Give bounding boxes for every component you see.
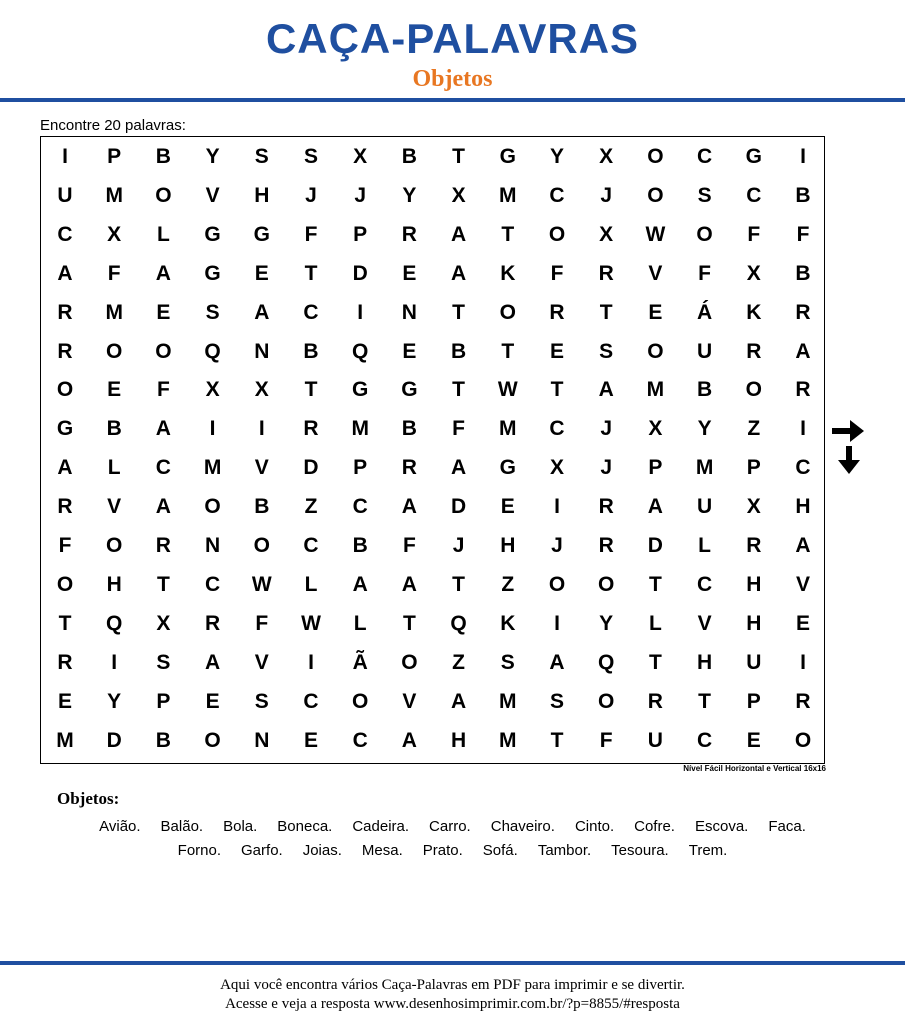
grid-letter: R	[746, 534, 762, 557]
grid-letter: Y	[205, 145, 220, 168]
grid-letter: Ã	[352, 650, 368, 674]
grid-letter: C	[303, 534, 319, 557]
grid-letter: U	[697, 339, 713, 363]
grid-letter: L	[648, 611, 662, 635]
grid-letter: T	[402, 611, 416, 635]
grid-letter: Z	[747, 417, 761, 441]
grid-letter: O	[155, 339, 172, 363]
grid-letter: X	[451, 183, 466, 207]
grid-letter: E	[57, 689, 72, 713]
grid-letter: D	[647, 534, 663, 557]
grid-letter: X	[549, 456, 564, 480]
word-list-title: Objetos:	[57, 789, 120, 808]
grid-letter: J	[600, 417, 613, 441]
grid-letter: A	[401, 495, 417, 519]
grid-letter: R	[795, 689, 811, 713]
grid-letter: I	[554, 495, 560, 519]
grid-letter: F	[304, 222, 318, 246]
grid-letter: S	[205, 300, 220, 324]
grid-letter: M	[499, 417, 517, 441]
grid-letter: A	[451, 689, 467, 713]
word-item: Faca.	[768, 818, 806, 835]
word-item: Trem.	[688, 842, 728, 859]
grid-letter: E	[402, 261, 417, 285]
grid-letter: C	[746, 183, 762, 207]
grid-letter: R	[57, 300, 73, 324]
grid-letter: R	[57, 339, 73, 363]
grid-letter: Q	[598, 650, 615, 674]
grid-letter: A	[155, 495, 171, 519]
grid-letter: A	[352, 572, 368, 596]
grid-letter: S	[254, 689, 269, 713]
grid-letter: R	[205, 611, 221, 635]
grid-letter: R	[549, 300, 565, 324]
grid-letter: V	[205, 183, 220, 207]
grid-letter: D	[352, 261, 368, 285]
grid-letter: T	[304, 378, 318, 402]
grid-letter: V	[648, 261, 663, 285]
grid-letter: S	[254, 145, 269, 168]
grid-letter: T	[156, 572, 170, 596]
grid-letter: P	[107, 145, 122, 168]
grid-letter: B	[401, 145, 417, 168]
grid-letter: O	[598, 689, 615, 713]
grid-letter: P	[353, 456, 368, 480]
grid-letter: T	[304, 261, 318, 285]
grid-letter: Q	[106, 611, 123, 635]
grid-letter: F	[402, 534, 416, 557]
grid-letter: E	[107, 378, 122, 402]
grid-letter: O	[204, 495, 221, 519]
word-list-line-1	[0, 817, 905, 837]
word-list-line-2	[0, 841, 905, 861]
grid-letter: D	[451, 495, 467, 519]
grid-letter: C	[57, 222, 73, 246]
grid-letter: J	[600, 183, 613, 207]
grid-letter: B	[451, 339, 467, 363]
grid-letter: B	[697, 378, 713, 402]
grid-letter: U	[697, 495, 713, 519]
grid-letter: K	[500, 261, 516, 285]
grid-letter: I	[554, 611, 560, 635]
grid-letter: R	[647, 689, 663, 713]
grid-letter: X	[746, 495, 761, 519]
word-item: Boneca.	[277, 818, 333, 835]
grid-letter: L	[698, 534, 711, 557]
grid-letter: F	[107, 261, 121, 285]
grid-letter: R	[401, 456, 417, 480]
grid-letter: H	[106, 572, 122, 596]
grid-letter: P	[746, 456, 761, 480]
grid-letter: F	[156, 378, 170, 402]
grid-letter: K	[500, 611, 516, 635]
grid-letter: C	[303, 689, 319, 713]
grid-letter: A	[57, 456, 73, 480]
grid-letter: L	[304, 572, 318, 596]
grid-letter: L	[353, 611, 367, 635]
grid-letter: R	[746, 339, 762, 363]
grid-letter: H	[746, 572, 762, 596]
bottom-divider	[0, 961, 905, 965]
grid-letter: Y	[549, 145, 564, 168]
grid-letter: O	[598, 572, 615, 596]
grid-letter: M	[105, 300, 123, 324]
grid-letter: Z	[452, 650, 465, 674]
grid-letter: B	[303, 339, 319, 363]
grid-letter: D	[106, 728, 122, 752]
grid-letter: B	[155, 145, 171, 168]
grid-letter: A	[155, 261, 171, 285]
grid-letter: O	[401, 650, 418, 674]
word-item: Cofre.	[634, 818, 675, 835]
grid-letter: N	[401, 300, 417, 324]
grid-letter: P	[353, 222, 368, 246]
grid-letter: H	[451, 728, 467, 752]
grid-letter: N	[254, 728, 270, 752]
grid-letter: I	[209, 417, 216, 441]
grid-letter: A	[549, 650, 565, 674]
grid-letter: V	[107, 495, 122, 519]
grid-letter: E	[254, 261, 269, 285]
grid-letter: E	[549, 339, 564, 363]
grid-letter: T	[648, 650, 662, 674]
word-item: Chaveiro.	[490, 818, 555, 835]
grid-letter: A	[451, 456, 467, 480]
grid-letter: A	[205, 650, 221, 674]
grid-letter: M	[499, 728, 517, 752]
grid-letter: I	[308, 650, 314, 674]
grid-letter: O	[155, 183, 172, 207]
grid-letter: S	[156, 650, 171, 674]
grid-letter: F	[550, 261, 564, 285]
grid-letter: P	[156, 689, 171, 713]
grid-letter: V	[795, 572, 810, 596]
grid-letter: F	[58, 534, 72, 557]
grid-letter: M	[105, 183, 123, 207]
grid-letter: Q	[450, 611, 467, 635]
grid-letter: X	[205, 378, 220, 402]
grid-letter: O	[56, 378, 74, 402]
grid-letter: T	[501, 339, 515, 363]
grid-letter: Y	[402, 183, 417, 207]
grid-letter: H	[254, 183, 270, 207]
grid-letter: Á	[697, 300, 713, 324]
arrow-right-icon	[832, 418, 864, 444]
grid-letter: O	[548, 572, 566, 596]
grid-letter: B	[795, 261, 811, 285]
grid-letter: S	[549, 689, 564, 713]
grid-letter: T	[452, 378, 465, 402]
grid-letter: O	[647, 145, 664, 168]
grid-letter: B	[155, 728, 171, 752]
grid-letter: R	[57, 495, 73, 519]
grid-letter: S	[303, 145, 318, 168]
grid-letter: T	[452, 145, 465, 168]
word-item: Mesa.	[361, 842, 403, 859]
grid-letter: C	[697, 572, 713, 596]
grid-letter: J	[354, 183, 367, 207]
grid-letter: F	[255, 611, 269, 635]
grid-letter: A	[57, 261, 73, 285]
grid-letter: O	[352, 689, 369, 713]
grid-letter: X	[254, 378, 269, 402]
grid-letter: I	[800, 650, 806, 674]
grid-letter: Q	[204, 339, 221, 363]
grid-letter: X	[648, 417, 663, 441]
grid-letter: X	[599, 145, 614, 168]
grid-letter: G	[499, 456, 516, 480]
word-item: Escova.	[694, 818, 749, 835]
grid-letter: G	[745, 145, 762, 168]
grid-letter: R	[598, 495, 614, 519]
grid-letter: G	[204, 261, 221, 285]
grid-letter: R	[57, 650, 73, 674]
grid-letter: N	[254, 339, 270, 363]
grid-letter: E	[205, 689, 220, 713]
grid-letter: C	[352, 495, 368, 519]
grid-letter: O	[647, 183, 664, 207]
grid-letter: I	[800, 417, 806, 441]
footer-text: Aqui você encontra vários Caça-Palavras em PDF para imprimir e se divertir.	[220, 977, 685, 993]
grid-letter: B	[254, 495, 270, 519]
grid-letter: G	[401, 378, 418, 402]
grid-letter: J	[551, 534, 563, 557]
grid-letter: X	[107, 222, 122, 246]
instruction-text: Encontre 20 palavras:	[40, 117, 186, 134]
grid-letter: J	[600, 456, 613, 480]
grid-letter: A	[401, 572, 417, 596]
grid-letter: O	[745, 378, 762, 402]
grid-letter: A	[795, 339, 811, 363]
grid-letter: Z	[304, 495, 318, 519]
grid-letter: N	[205, 534, 221, 557]
grid-letter: F	[747, 222, 761, 246]
grid-letter: H	[697, 650, 713, 674]
grid-letter: O	[106, 534, 123, 557]
grid-letter: O	[499, 300, 516, 324]
page-title: CAÇA-PALAVRAS	[265, 15, 640, 62]
grid-letter: G	[204, 222, 221, 246]
grid-letter: T	[452, 572, 465, 596]
grid-letter: A	[598, 378, 614, 402]
grid-letter: O	[548, 222, 566, 246]
grid-letter: T	[599, 300, 613, 324]
grid-letter: P	[648, 456, 663, 480]
grid-letter: G	[253, 222, 270, 246]
grid-letter: R	[303, 417, 319, 441]
grid-letter: H	[500, 534, 516, 557]
grid-letter: B	[352, 534, 368, 557]
grid-letter: H	[746, 611, 762, 635]
grid-letter: H	[795, 495, 811, 519]
grid-letter: R	[598, 534, 614, 557]
grid-letter: A	[451, 261, 467, 285]
grid-letter: O	[647, 339, 664, 363]
grid-letter: G	[352, 378, 369, 402]
grid-letter: F	[698, 261, 711, 285]
grid-letter: W	[645, 222, 666, 246]
word-item: Joias.	[302, 842, 342, 859]
grid-letter: E	[303, 728, 318, 752]
grid-letter: M	[56, 728, 74, 752]
grid-letter: M	[499, 689, 517, 713]
grid-letter: E	[746, 728, 761, 752]
grid-letter: Y	[697, 417, 712, 441]
grid-letter: X	[156, 611, 171, 635]
word-search-grid	[40, 136, 825, 764]
word-item: Cadeira.	[352, 818, 410, 835]
grid-letter: T	[58, 611, 72, 635]
grid-letter: W	[251, 572, 272, 596]
top-divider	[0, 98, 905, 102]
grid-letter: C	[205, 572, 221, 596]
grid-letter: C	[303, 300, 319, 324]
grid-letter: I	[357, 300, 364, 324]
grid-letter: E	[500, 495, 515, 519]
grid-letter: C	[352, 728, 368, 752]
grid-letter: R	[598, 261, 614, 285]
grid-letter: M	[499, 183, 517, 207]
grid-letter: V	[254, 650, 269, 674]
page-subtitle: Objetos	[412, 66, 493, 92]
grid-letter: V	[697, 611, 712, 635]
grid-letter: T	[550, 378, 564, 402]
grid-letter: M	[646, 378, 665, 402]
grid-letter: J	[305, 183, 317, 207]
grid-letter: M	[695, 456, 714, 480]
grid-letter: T	[452, 300, 465, 324]
word-item: Forno.	[177, 842, 222, 859]
grid-letter: R	[401, 222, 417, 246]
word-item: Tambor.	[537, 842, 592, 859]
arrow-down-icon	[836, 446, 862, 474]
word-item: Avião.	[99, 818, 141, 835]
grid-letter: O	[204, 728, 221, 752]
grid-letter: S	[697, 183, 712, 207]
grid-letter: E	[402, 339, 417, 363]
grid-letter: I	[258, 417, 265, 441]
word-item: Cinto.	[574, 818, 615, 835]
grid-letter: O	[696, 222, 713, 246]
grid-letter: G	[499, 145, 516, 168]
grid-letter: R	[795, 378, 811, 402]
grid-letter: M	[351, 417, 369, 441]
grid-letter: R	[155, 534, 171, 557]
grid-letter: R	[795, 300, 811, 324]
grid-letter: F	[452, 417, 465, 441]
grid-letter: C	[155, 456, 171, 480]
grid-letter: C	[697, 728, 713, 752]
grid-letter: B	[795, 183, 811, 207]
grid-letter: C	[549, 183, 565, 207]
grid-letter: Q	[352, 339, 369, 363]
grid-letter: C	[549, 417, 565, 441]
grid-letter: P	[746, 689, 761, 713]
grid-letter: S	[599, 339, 614, 363]
grid-letter: T	[648, 572, 662, 596]
grid-letter: O	[56, 572, 74, 596]
grid-letter: E	[156, 300, 171, 324]
grid-letter: V	[254, 456, 269, 480]
grid-letter: A	[451, 222, 467, 246]
grid-letter: I	[62, 145, 68, 168]
grid-letter: D	[303, 456, 319, 480]
grid-letter: A	[155, 417, 171, 441]
grid-letter: W	[497, 378, 518, 402]
grid-letter: I	[800, 145, 806, 168]
grid-letter: S	[500, 650, 515, 674]
grid-letter: T	[501, 222, 515, 246]
grid-letter: F	[599, 728, 613, 752]
level-note: Nível Fácil Horizontal e Vertical 16x16	[683, 764, 826, 773]
grid-letter: X	[746, 261, 761, 285]
grid-letter: C	[795, 456, 811, 480]
grid-letter: T	[550, 728, 564, 752]
grid-letter: M	[203, 456, 222, 480]
grid-letter: W	[301, 611, 321, 635]
grid-letter: A	[401, 728, 417, 752]
word-item: Sofá.	[482, 842, 518, 859]
grid-letter: X	[353, 145, 368, 168]
word-item: Carro.	[429, 818, 471, 835]
grid-letter: V	[402, 689, 417, 713]
grid-letter: O	[794, 728, 812, 752]
grid-letter: K	[746, 300, 762, 324]
grid-letter: G	[56, 417, 74, 441]
grid-letter: A	[795, 534, 811, 557]
grid-letter: B	[106, 417, 122, 441]
grid-letter: U	[746, 650, 762, 674]
grid-letter: L	[156, 222, 170, 246]
grid-letter: L	[107, 456, 121, 480]
grid-letter: E	[648, 300, 663, 324]
footer-link-text: Acesse e veja a resposta www.desenhosimprimir.com.br/?p=8855/#resposta	[225, 996, 680, 1012]
grid-letter: T	[698, 689, 711, 713]
grid-letter: I	[111, 650, 118, 674]
word-item: Balão.	[160, 818, 204, 835]
word-item: Tesoura.	[611, 842, 669, 859]
grid-letter: B	[401, 417, 417, 441]
grid-letter: O	[106, 339, 123, 363]
grid-letter: C	[697, 145, 713, 168]
grid-letter: X	[599, 222, 614, 246]
grid-letter: A	[647, 495, 663, 519]
grid-letter: U	[57, 183, 73, 207]
grid-letter: E	[795, 611, 810, 635]
word-item: Garfo.	[241, 842, 283, 859]
word-item: Prato.	[422, 842, 463, 859]
grid-letter: Y	[599, 611, 614, 635]
grid-letter: O	[253, 534, 270, 557]
grid-letter: F	[796, 222, 810, 246]
grid-letter: U	[647, 728, 663, 752]
grid-letter: Y	[107, 689, 122, 713]
grid-letter: Z	[501, 572, 515, 596]
grid-letter: A	[254, 300, 270, 324]
grid-letter: J	[452, 534, 465, 557]
word-item: Bola.	[223, 818, 258, 835]
